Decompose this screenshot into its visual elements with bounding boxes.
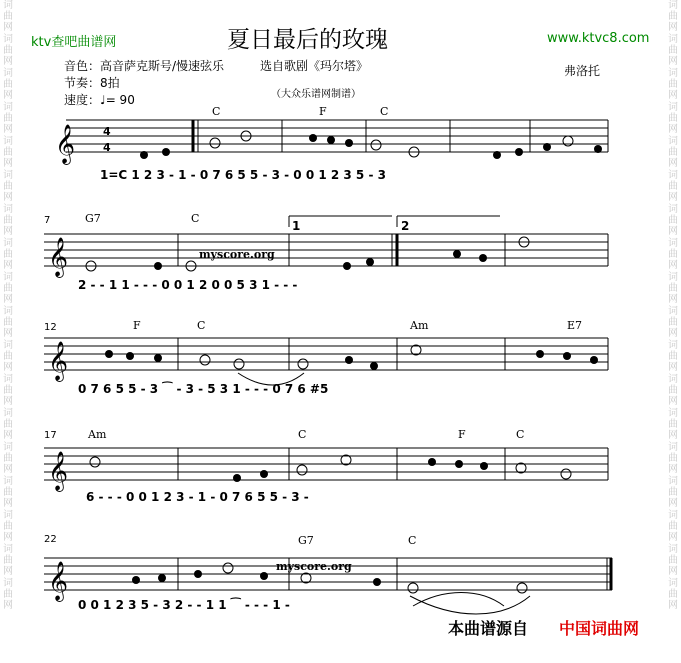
site-right-label[interactable]: www.ktvc8.com	[547, 31, 650, 46]
measure-number: 12	[44, 322, 57, 333]
meter-info: 节奏：8拍	[64, 76, 120, 90]
treble-clef-icon: 𝄞	[48, 237, 69, 277]
site-left-label[interactable]: ktv查吧曲谱网	[31, 35, 117, 50]
right-watermark-strip: 词曲网 词曲网 词曲网 词曲网 词曲网 词曲网 词曲网 词曲网 词曲网 词曲网 词曲网 词曲网 词曲网 词曲网 词曲网 词曲网 词曲网 词曲网	[668, 0, 678, 611]
chord-label: Am	[88, 428, 107, 441]
numbered-notation-line-5: 0 0 1 2 3 5 - 3 2 - - 1 1 ⁀ - - - 1 -	[78, 598, 290, 612]
volta-second: 2	[401, 219, 410, 233]
chord-label: C	[197, 319, 206, 332]
numbered-notation-line-3: 0 7 6 5 5 - 3 ⁀ - 3 - 5 3 1 - - - 0 7 6 #5	[78, 382, 329, 396]
staff-1	[66, 120, 608, 152]
treble-clef-icon: 𝄞	[55, 124, 76, 164]
measure-number: 22	[44, 534, 57, 545]
chord-label: E7	[567, 319, 583, 332]
myscore-watermark: myscore.org	[199, 248, 275, 261]
svg-text:4: 4	[103, 125, 111, 138]
arrangement-credit: （大众乐谱网制谱）	[271, 89, 361, 100]
svg-text:4: 4	[103, 141, 111, 154]
staff-2	[44, 216, 608, 266]
numbered-notation-line-4: 6 - - - 0 0 1 2 3 - 1 - 0 7 6 5 5 - 3 -	[86, 490, 309, 504]
tempo-value: = 90	[105, 93, 135, 107]
chord-label: G7	[85, 212, 101, 225]
numbered-notation-line-2: 2 - - 1 1 - - - 0 0 1 2 0 0 5 3 1 - - -	[78, 278, 298, 292]
chord-label: C	[408, 534, 417, 547]
measure-number: 17	[44, 430, 57, 441]
page-title: 夏日最后的玫瑰	[227, 27, 388, 53]
chord-label: F	[458, 428, 466, 441]
treble-clef-icon: 𝄞	[48, 451, 69, 491]
volta-first: 1	[292, 219, 301, 233]
chord-label: Am	[410, 319, 429, 332]
staff-3	[44, 338, 608, 385]
chord-label: G7	[298, 534, 314, 547]
treble-clef-icon: 𝄞	[48, 341, 69, 381]
chord-label: C	[516, 428, 525, 441]
chord-label: C	[191, 212, 200, 225]
numbered-notation-line-1: 1=C 1 2 3 - 1 - 0 7 6 5 5 - 3 - 0 0 1 2 3 5 - 3	[100, 168, 386, 182]
chord-label: F	[319, 105, 327, 118]
chord-label: C	[380, 105, 389, 118]
opera-source: 选自歌剧《玛尔塔》	[260, 59, 369, 73]
quarter-note-icon: ♩	[100, 93, 106, 107]
chord-label: F	[133, 319, 141, 332]
treble-clef-icon: 𝄞	[48, 561, 69, 601]
myscore-watermark: myscore.org	[276, 560, 352, 573]
tone-info: 音色：高音萨克斯号/慢速弦乐	[64, 59, 225, 73]
chord-label: C	[212, 105, 221, 118]
chord-label: C	[298, 428, 307, 441]
measure-number: 7	[44, 215, 51, 226]
footer-source-site[interactable]: 中国词曲网	[559, 619, 640, 638]
composer-name: 弗洛托	[564, 64, 601, 78]
tempo-label: 速度：	[64, 93, 101, 107]
footer-source-label: 本曲谱源自	[448, 619, 529, 638]
left-watermark-strip: 词曲网 词曲网 词曲网 词曲网 词曲网 词曲网 词曲网 词曲网 词曲网 词曲网 词曲网 词曲网 词曲网 词曲网 词曲网 词曲网 词曲网 词曲网	[3, 0, 13, 611]
